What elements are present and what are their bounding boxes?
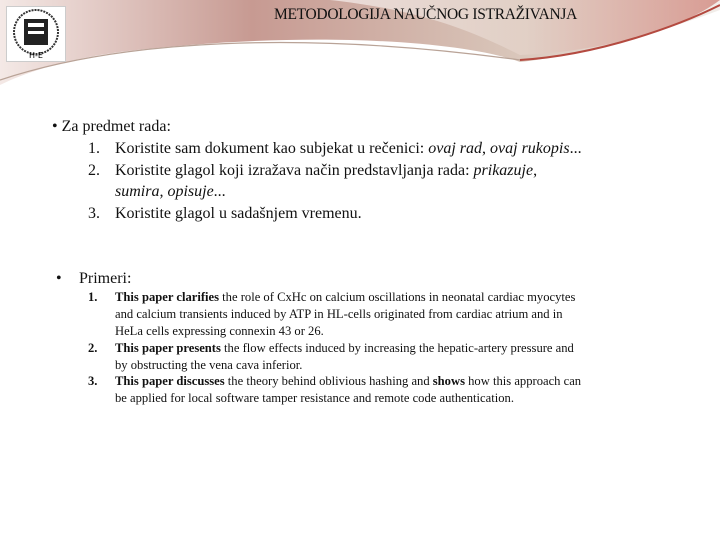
- example-number: 2.: [88, 341, 98, 355]
- bullet-za-predmet: • Za predmet rada:: [52, 118, 171, 135]
- example-item: This paper presents the flow effects induced by increasing the hepatic-artery pressure and by obstructing the vena cava inferior.: [115, 341, 574, 372]
- list-item-text: Koristite glagol u sadašnjem vremenu.: [115, 205, 362, 222]
- list-item-text-cont: sumira, opisuje...: [115, 183, 226, 200]
- example-number: 3.: [88, 374, 98, 388]
- list-item-text: Koristite glagol koji izražava način predstavljanja rada: prikazuje,: [115, 162, 538, 179]
- example-number: 1.: [88, 290, 98, 304]
- bullet-icon: •: [56, 270, 62, 287]
- svg-text:H-E: H-E: [29, 51, 43, 60]
- bullet-heading: Primeri:: [79, 270, 132, 287]
- list-item-text: Koristite sam dokument kao subjekat u rečenici: ovaj rad, ovaj rukopis...: [115, 140, 582, 157]
- bullet-heading: Za predmet rada:: [61, 118, 171, 135]
- list-item: 2.: [88, 162, 100, 179]
- example-item: This paper discusses the theory behind oblivious hashing and shows how this approach can be applied for local software tamper resistance and remote code authentication.: [115, 374, 582, 405]
- university-logo: [6, 6, 66, 62]
- example-item: This paper clarifies the role of CxHc on calcium oscillations in neonatal cardiac myocytes and calcium transients induced by ATP in HL-cells originated from cardiac atrium and in HeLa cells expressing connexin 43 or 26.: [115, 290, 576, 338]
- list-item: 3.: [88, 205, 100, 222]
- list-item: 1.: [88, 140, 100, 157]
- slide-title: METODOLOGIJA NAUČNOG ISTRAŽIVANJA: [274, 6, 577, 23]
